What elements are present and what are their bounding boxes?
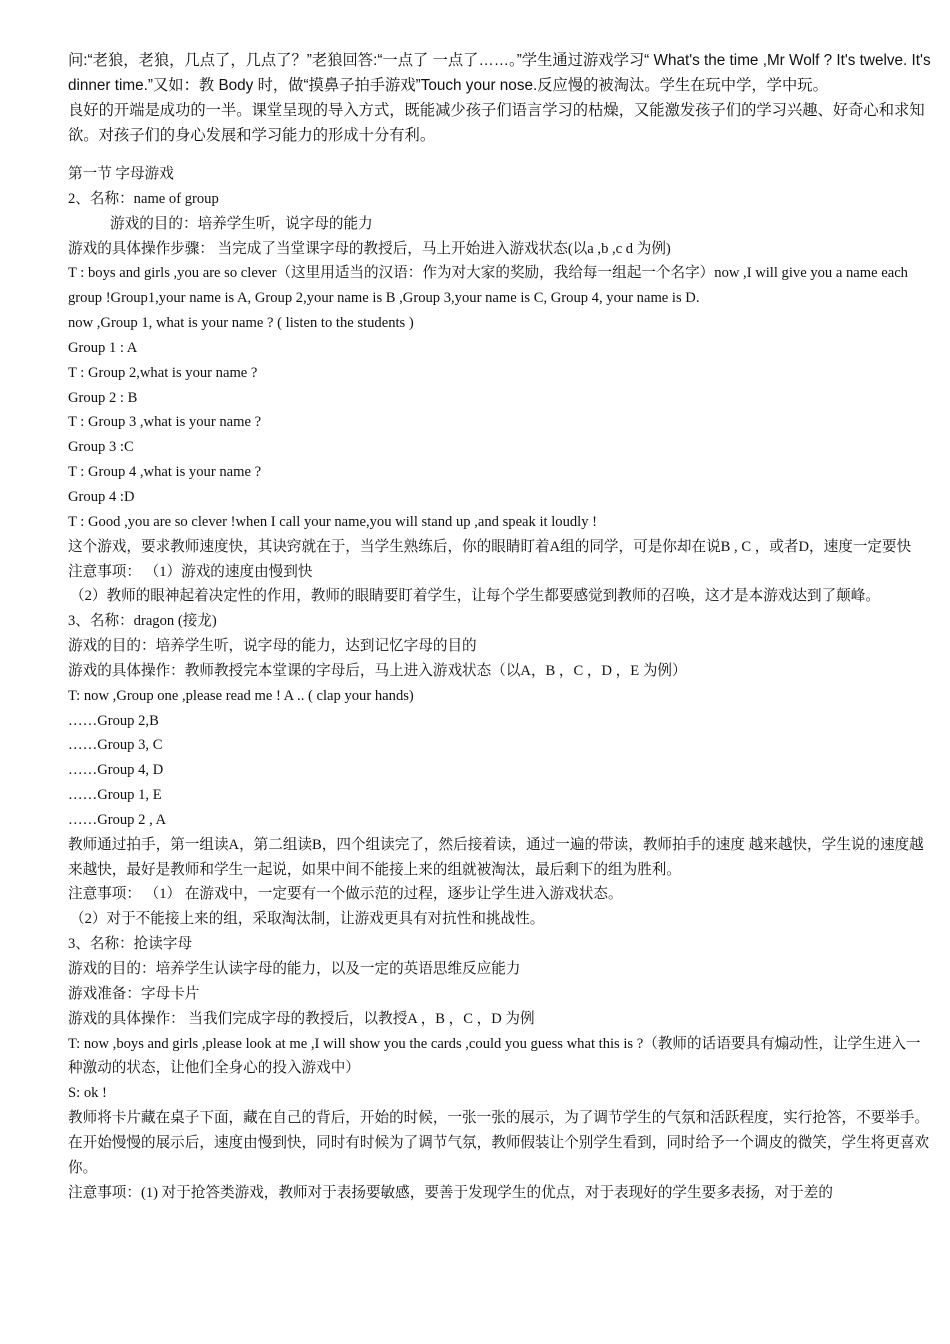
notes-heading: 注意事项： （1） 在游戏中，一定要有一个做示范的过程，逐步让学生进入游戏状态。 (68, 886, 623, 903)
game-explanation: 教师将卡片藏在桌子下面，藏在自己的背后，开始的时候，一张一张的展示，为了调节学生的气氛和活跃程度，实行抢答，不要举手。在开始慢慢的展示后，速度由慢到快，同时有时候为了调节气氛，教师假装让个别学生看到，同时给予一个调皮的微笑，学生将更喜欢你。 (68, 1110, 930, 1176)
intro-paragraph: 良好的开端是成功的一半。课堂呈现的导入方式，既能减少孩子们语言学习的枯燥，又能激发孩子们的学习兴趣、好奇心和求知欲。对孩子们的身心发展和学习能力的形成十分有利。 (68, 102, 925, 144)
games-section (68, 162, 934, 1205)
game-title: 3、名称：抢读字母 (68, 936, 193, 953)
dialogue-line: S: ok ! (68, 1085, 107, 1102)
dialogue-line: T : boys and girls ,you are so clever（这里用适当的汉语：作为对大家的奖励，我给每一组起一个名字）now ,I will give you a name each group !Group1,your name is A, Group 2,your name is B ,Group 3,your name is C, Group 4, your name is D. (68, 265, 908, 307)
dialogue-line: ……Group 1, E (68, 787, 162, 804)
game-steps: 游戏的具体操作：教师教授完本堂课的字母后，马上进入游戏状态（以A，B ，C ，D ，E 为例） (68, 662, 687, 679)
game-purpose: 游戏的目的：培养学生听，说字母的能力，达到记忆字母的目的 (68, 638, 477, 655)
notes-heading: 注意事项： （1）游戏的速度由慢到快 (68, 563, 313, 580)
game-explanation: 这个游戏，要求教师速度快，其诀窍就在于，当学生熟练后，你的眼睛盯着A组的同学，可是你却在说B , C ，或者D，速度一定要快 (68, 538, 912, 555)
dialogue-line: T: now ,boys and girls ,please look at me ,I will show you the cards ,could you guess what this is ?（教师的话语要具有煽动性，让学生进入一种激动的状态，让他们全身心的投入游戏中） (68, 1035, 921, 1077)
section-heading: 第一节 字母游戏 (68, 166, 174, 182)
game-title: 3、名称：dragon (接龙) (68, 613, 217, 630)
dialogue-line: T : Group 4 ,what is your name ? (68, 464, 262, 481)
dialogue-line: T : Group 3 ,what is your name ? (68, 414, 262, 431)
game-preparation: 游戏准备：字母卡片 (68, 985, 200, 1002)
notes-heading: 注意事项：(1) 对于抢答类游戏，教师对于表扬要敏感，要善于发现学生的优点，对于表现好的学生要多表扬，对于差的 (68, 1184, 833, 1201)
dialogue-line: ……Group 2 , A (68, 811, 167, 828)
dialogue-line: T : Group 2,what is your name ? (68, 364, 258, 381)
intro-section (68, 48, 934, 148)
dialogue-line: Group 1 : A (68, 339, 138, 356)
game-title: 2、名称：name of group (68, 190, 219, 207)
game-purpose: 游戏的目的：培养学生听，说字母的能力 (110, 215, 373, 232)
game-purpose: 游戏的目的：培养学生认读字母的能力，以及一定的英语思维反应能力 (68, 961, 521, 977)
dialogue-line: T : Good ,you are so clever !when I call your name,you will stand up ,and speak it loudly ! (68, 513, 598, 530)
note-item: （2）对于不能接上来的组，采取淘汰制，让游戏更具有对抗性和挑战性。 (70, 911, 545, 928)
game-steps: 游戏的具体操作步骤： 当完成了当堂课字母的教授后，马上开始进入游戏状态(以a ,b ,c d 为例) (68, 240, 671, 257)
dialogue-line: Group 4 :D (68, 488, 135, 505)
note-item: （2）教师的眼神起着决定性的作用，教师的眼睛要盯着学生，让每个学生都要感觉到教师的召唤，这才是本游戏达到了颠峰。 (70, 588, 880, 605)
intro-paragraph: 问:“老狼，老狼，几点了，几点了？”老狼回答:“一点了 一点了……。”学生通过游戏学习“ What's the time ,Mr Wolf ? It's twelve. It's dinner time.”又如：教 Body 时，做“摸鼻子拍手游戏”Touch your nose.反应慢的被淘汰。学生在玩中学，学中玩。 (68, 52, 931, 94)
dialogue-line: ……Group 4, D (68, 762, 164, 779)
dialogue-line: Group 3 :C (68, 439, 134, 456)
game-explanation: 教师通过拍手，第一组读A，第二组读B，四个组读完了，然后接着读，通过一遍的带读，教师拍手的速度 越来越快，学生说的速度越来越快，最好是教师和学生一起说，如果中间不能接上来的组就被淘汰，最后剩下的组为胜利。 (68, 836, 924, 878)
dialogue-line: ……Group 3, C (68, 737, 163, 754)
dialogue-line: T: now ,Group one ,please read me ! A .. ( clap your hands) (68, 687, 414, 704)
game-steps: 游戏的具体操作： 当我们完成字母的教授后，以教授A ，B ，C ，D 为例 (68, 1010, 535, 1027)
dialogue-line: Group 2 : B (68, 389, 138, 406)
dialogue-line: ……Group 2,B (68, 712, 159, 729)
dialogue-line: now ,Group 1, what is your name ? ( listen to the students ) (68, 315, 414, 332)
document-page (68, 48, 934, 1205)
